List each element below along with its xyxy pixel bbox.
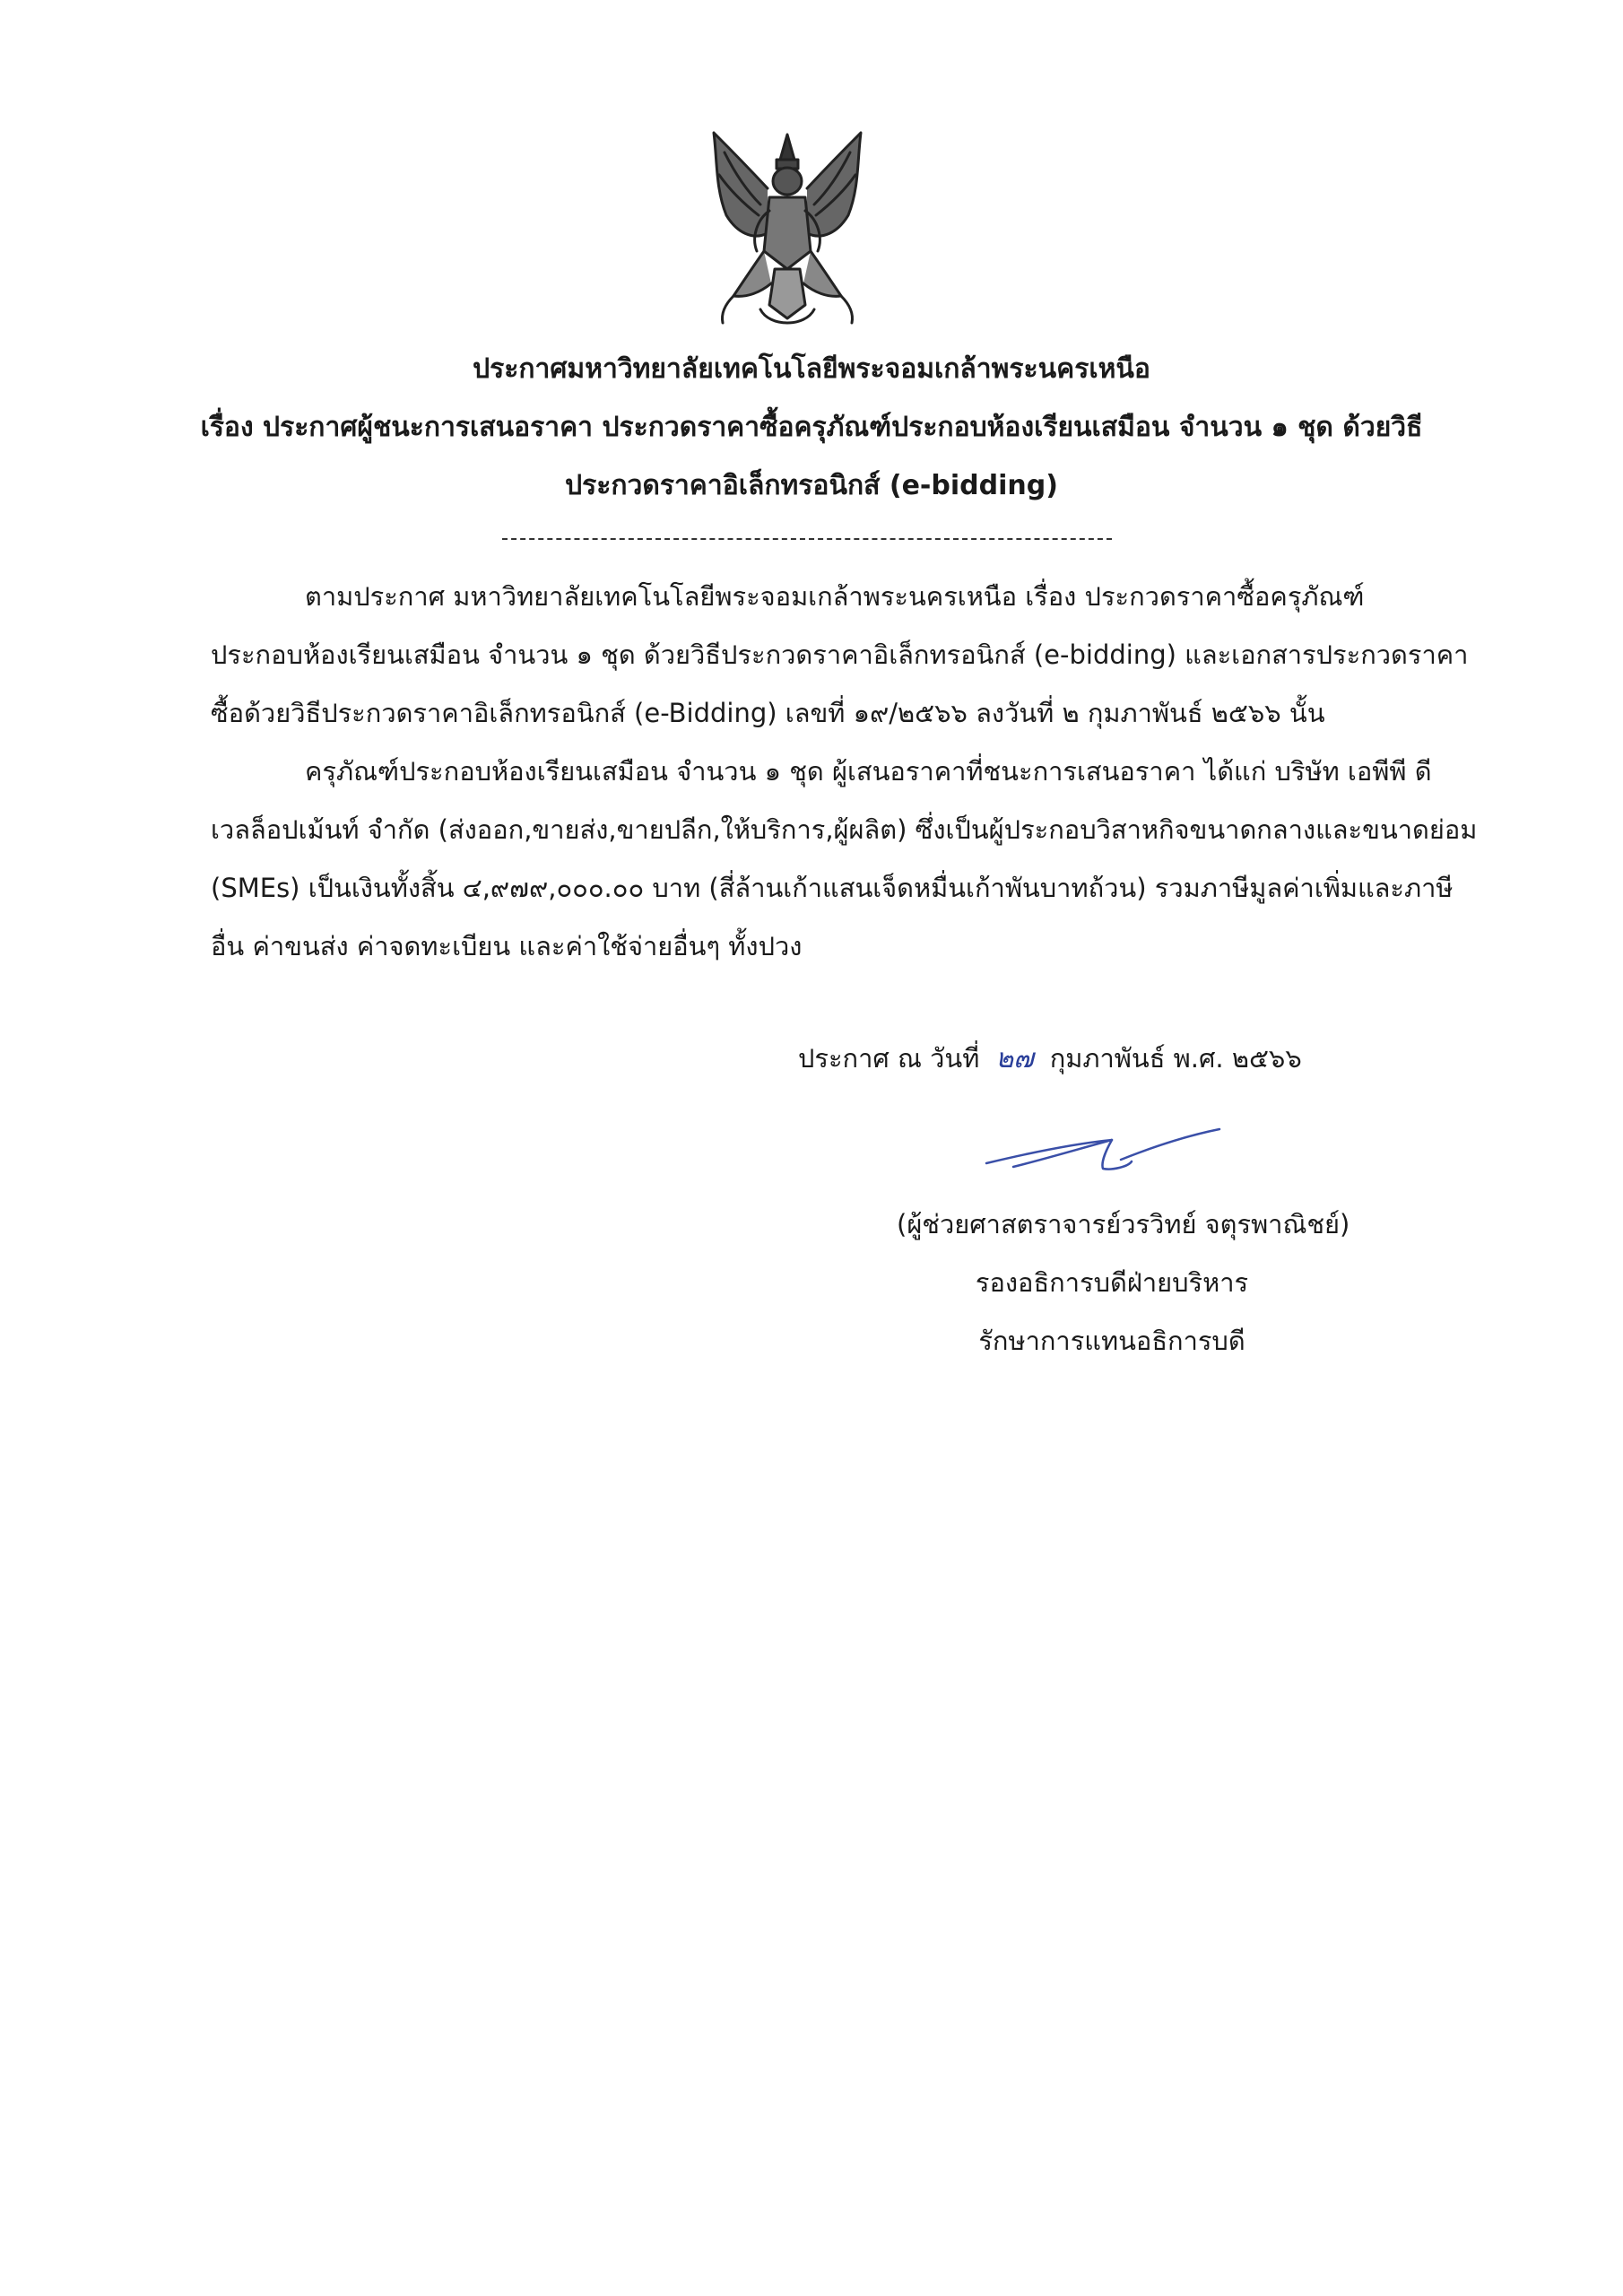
- paragraph-2-line-3: (SMEs) เป็นเงินทั้งสิ้น ๔,๙๗๙,๐๐๐.๐๐ บาท (สี่ล้านเก้าแสนเจ็ดหมื่นเก้าพันบาทถ้วน) รวมภาษีมูลค่าเพิ่มและภาษี: [211, 873, 1454, 903]
- title-divider: [502, 538, 1112, 540]
- date-month-year: กุมภาพันธ์ พ.ศ. ๒๕๖๖: [1049, 1043, 1302, 1074]
- paragraph-2-line-1: ครุภัณฑ์ประกอบห้องเรียนเสมือน จำนวน ๑ ชุด ผู้เสนอราคาที่ชนะการเสนอราคา ได้แก่ บริษัท เอพีพี ดี: [305, 756, 1432, 787]
- paragraph-1-line-1: ตามประกาศ มหาวิทยาลัยเทคโนโลยีพระจอมเกล้าพระนครเหนือ เรื่อง ประกวดราคาซื้อครุภัณฑ์: [305, 581, 1365, 612]
- signatory-name: (ผู้ช่วยศาสตราจารย์วรวิทย์ จตุรพาณิชย์): [897, 1209, 1350, 1239]
- signatory-acting-position: รักษาการแทนอธิการบดี: [978, 1326, 1245, 1356]
- paragraph-2-line-4: อื่น ค่าขนส่ง ค่าจดทะเบียน และค่าใช้จ่ายอื่นๆ ทั้งปวง: [211, 931, 803, 961]
- announcement-subject: เรื่อง ประกาศผู้ชนะการเสนอราคา ประกวดราคาซื้อครุภัณฑ์ประกอบห้องเรียนเสมือน จำนวน ๑ ชุด ด้วยวิธี: [200, 412, 1423, 443]
- signatory-position: รองอธิการบดีฝ่ายบริหาร: [975, 1267, 1249, 1298]
- announcement-subject-continued: ประกวดราคาอิเล็กทรอนิกส์ (e-bidding): [565, 470, 1058, 501]
- date-prefix: ประกาศ ณ วันที่: [798, 1043, 980, 1074]
- paragraph-2-line-2: เวลล็อปเม้นท์ จำกัด (ส่งออก,ขายส่ง,ขายปลีก,ให้บริการ,ผู้ผลิต) ซึ่งเป็นผู้ประกอบวิสาหกิจขนาดกลางและขนาดย่อม: [211, 814, 1478, 845]
- paragraph-1-line-2: ประกอบห้องเรียนเสมือน จำนวน ๑ ชุด ด้วยวิธีประกวดราคาอิเล็กทรอนิกส์ (e-bidding) และเอกสารประกวดราคา: [211, 639, 1469, 670]
- announcement-title: ประกาศมหาวิทยาลัยเทคโนโลยีพระจอมเกล้าพระนครเหนือ: [473, 353, 1150, 385]
- announcement-date: [798, 1040, 1302, 1077]
- date-day: ๒๗: [995, 1043, 1034, 1074]
- handwritten-signature-icon: [977, 1117, 1228, 1188]
- garuda-emblem-icon: [698, 126, 877, 341]
- paragraph-1-line-3: ซื้อด้วยวิธีประกวดราคาอิเล็กทรอนิกส์ (e-Bidding) เลขที่ ๑๙/๒๕๖๖ ลงวันที่ ๒ กุมภาพันธ์ ๒๕๖๖ นั้น: [211, 698, 1325, 728]
